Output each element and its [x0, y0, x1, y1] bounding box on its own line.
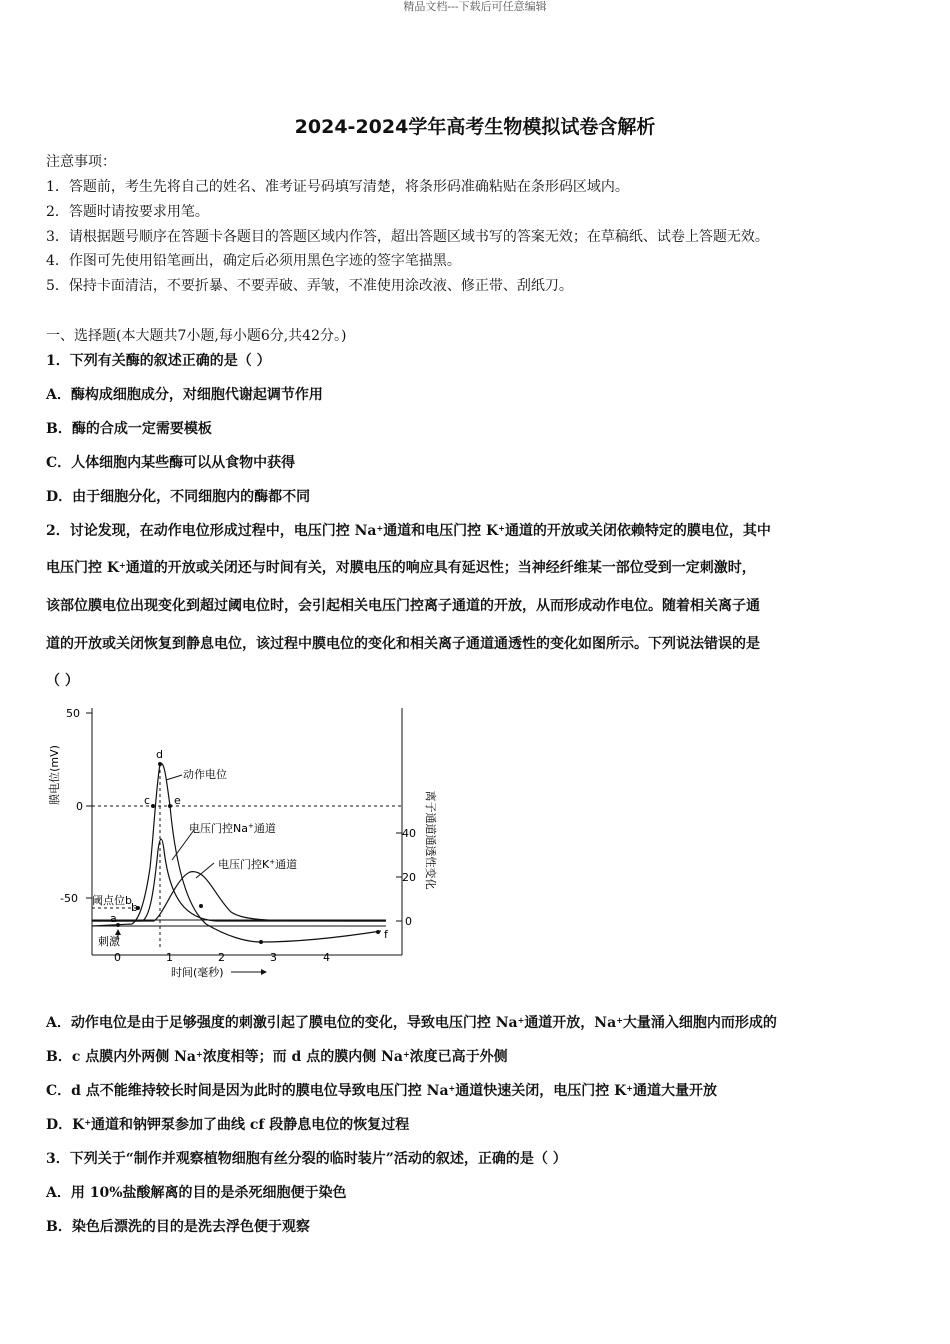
x-tick: 3: [270, 951, 277, 964]
membrane-potential-figure: [46, 700, 437, 985]
curve-label-na: 电压门控Na+通道: [189, 822, 276, 835]
question-2-stem-line: （ ）: [46, 673, 79, 689]
point-label: d: [156, 748, 163, 761]
curve-label-action: 动作电位: [183, 768, 227, 781]
left-tick: 0: [76, 800, 83, 813]
x-tick: 1: [166, 951, 173, 964]
question-2-stem-line: 2．讨论发现，在动作电位形成过程中，电压门控 Na+通道和电压门控 K+通道的开放或关闭依赖特定的膜电位，其中: [46, 523, 771, 539]
leader-k: [196, 863, 214, 878]
point-mid: [199, 904, 203, 908]
point-label: a: [110, 912, 117, 925]
q2-option-b: B．c 点膜内外两侧 Na+浓度相等；而 d 点的膜内侧 Na+浓度已高于外侧: [46, 1049, 508, 1065]
y-left-label: 膜电位(mV): [48, 745, 61, 805]
right-tick: 20: [402, 871, 416, 884]
curve-label-k: 电压门控K+通道: [218, 858, 298, 871]
right-tick: 0: [405, 915, 412, 928]
q3-option-a: A．用 10%盐酸解离的目的是杀死细胞便于染色: [46, 1185, 347, 1201]
x-label: 时间(毫秒): [171, 966, 224, 979]
q1-option-a: A．酶构成细胞成分，对细胞代谢起调节作用: [46, 387, 323, 403]
notice-item: 3．请根据题号顺序在答题卡各题目的答题区域内作答，超出答题区域书写的答案无效；在草稿纸、试卷上答题无效。: [46, 229, 769, 245]
notice-item: 4．作图可先使用铅笔画出，确定后必须用黑色字迹的签字笔描黑。: [46, 253, 461, 269]
section-heading: 一、选择题(本大题共7小题,每小题6分,共42分。): [46, 328, 347, 344]
q2-option-c: C．d 点不能维持较长时间是因为此时的膜电位导致电压门控 Na+通道快速关闭，电压门控 K+通道大量开放: [46, 1083, 717, 1099]
stimulus-label: 刺激: [98, 935, 120, 948]
leader-action: [166, 775, 182, 780]
left-tick: 50: [66, 707, 80, 720]
right-tick: 40: [402, 827, 416, 840]
question-2-stem-line: 电压门控 K+通道的开放或关闭还与时间有关，对膜电压的响应具有延迟性；当神经纤维某一部位受到一定刺激时，: [46, 560, 756, 576]
q2-option-a: A．动作电位是由于足够强度的刺激引起了膜电位的变化，导致电压门控 Na+通道开放，Na+大量涌入细胞内而形成的: [46, 1015, 777, 1031]
question-2-stem-line: 该部位膜电位出现变化到超过阈电位时，会引起相关电压门控离子通道的开放，从而形成动作电位。随着相关离子通: [46, 598, 760, 614]
point-trough: [259, 940, 263, 944]
q2-option-d: D．K+通道和钠钾泵参加了曲线 cf 段静息电位的恢复过程: [46, 1117, 410, 1133]
point-c: [151, 804, 155, 808]
page-title: 2024-2024学年高考生物模拟试卷含解析: [294, 116, 656, 138]
point-label: f: [384, 928, 388, 941]
notice-item: 2．答题时请按要求用笔。: [46, 204, 209, 220]
q3-option-b: B．染色后漂洗的目的是洗去浮色便于观察: [46, 1219, 310, 1235]
question-3-stem: 3．下列关于“制作并观察植物细胞有丝分裂的临时装片”活动的叙述，正确的是（ ）: [46, 1151, 567, 1167]
point-d: [158, 762, 162, 766]
x-tick: 0: [114, 951, 121, 964]
point-label: e: [174, 794, 181, 807]
q1-option-b: B．酶的合成一定需要模板: [46, 421, 212, 437]
y-right-label: 离子通道通透性变化: [424, 790, 437, 890]
notice-heading: 注意事项：: [46, 154, 116, 170]
question-2-stem-line: 道的开放或关闭恢复到静息电位，该过程中膜电位的变化和相关离子通道通透性的变化如图所示。下列说法错误的是: [46, 636, 760, 652]
point-label: b: [131, 901, 138, 914]
threshold-label: 阈点位b: [92, 894, 132, 907]
notice-item: 5．保持卡面清洁，不要折暴、不要弄破、弄皱，不准使用涂改液、修正带、刮纸刀。: [46, 278, 573, 294]
notice-item: 1．答题前，考生先将自己的姓名、准考证号码填写清楚，将条形码准确粘贴在条形码区域内。: [46, 179, 629, 195]
question-1-stem: 1．下列有关酶的叙述正确的是（ ）: [46, 353, 271, 369]
q1-option-d: D．由于细胞分化，不同细胞内的酶都不同: [46, 489, 311, 505]
q1-option-c: C．人体细胞内某些酶可以从食物中获得: [46, 455, 296, 471]
point-f: [376, 930, 380, 934]
left-tick: -50: [60, 892, 78, 905]
point-e: [168, 804, 172, 808]
x-tick: 2: [218, 951, 225, 964]
x-tick: 4: [323, 951, 330, 964]
point-label: c: [144, 794, 151, 807]
page-header: 精品文档---下载后可任意编辑: [403, 0, 547, 13]
